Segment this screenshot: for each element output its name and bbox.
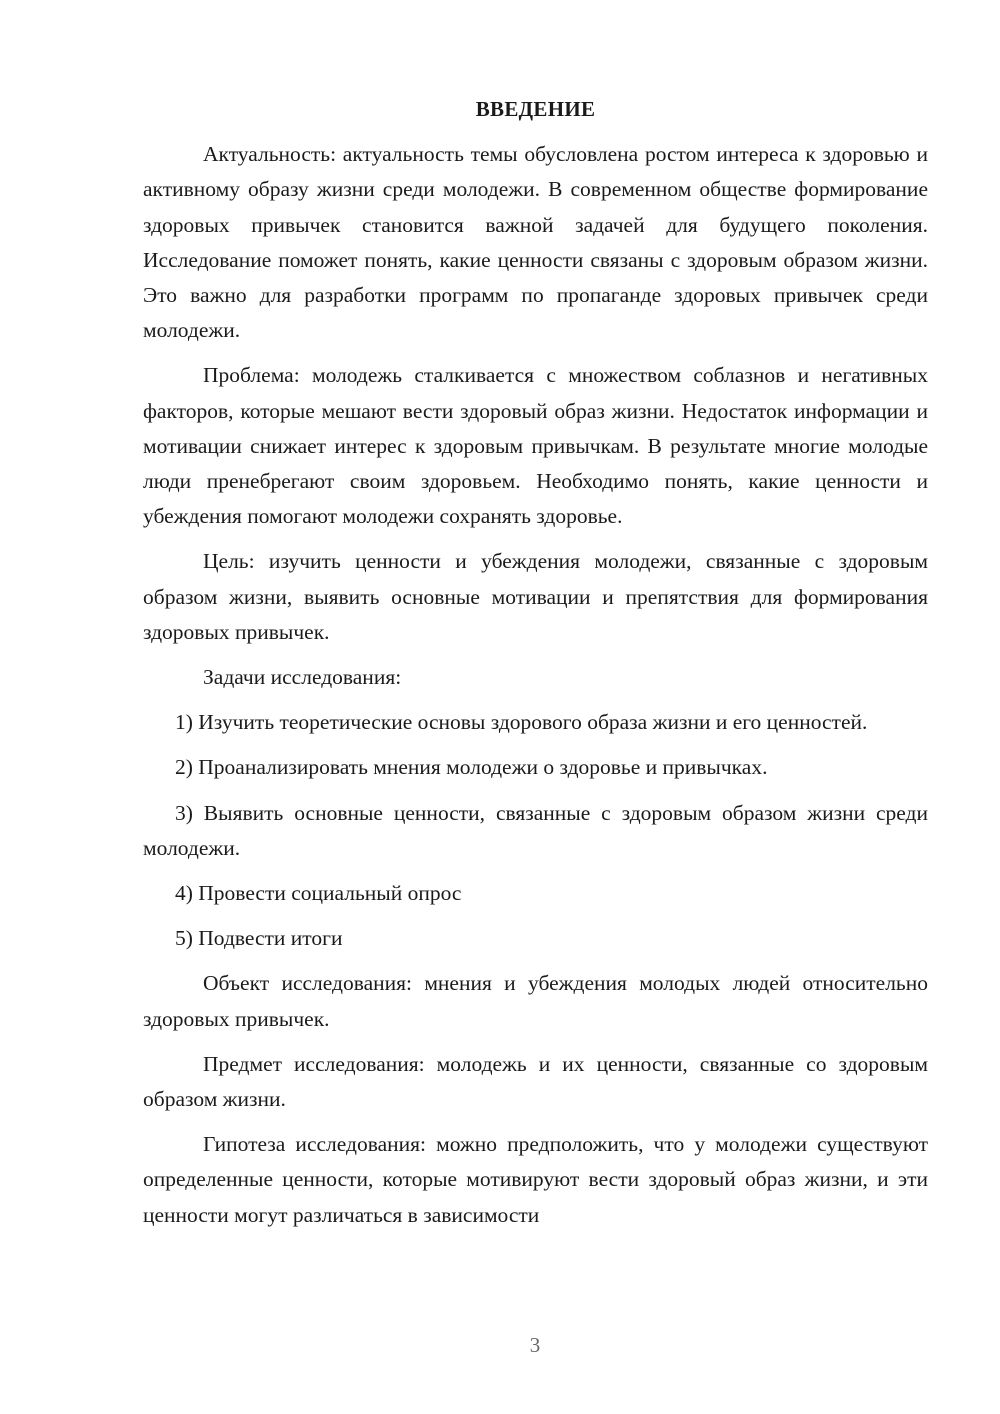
paragraph-subject: Предмет исследования: молодежь и их ценности, связанные со здоровым образом жизни.: [143, 1051, 928, 1112]
paragraph-problem: Проблема: молодежь сталкивается с множеством соблазнов и негативных факторов, которые мешают вести здоровый образ жизни. Недостаток информации и мотивации снижает интерес к здоровым привычкам. В результате многие молодые люди пренебрегают своим здоровьем. Необходимо понять, какие ценности и убеждения помогают молодежи сохранять здоровье.: [143, 363, 928, 529]
tasks-heading: Задачи исследования:: [203, 665, 402, 690]
task-item-5: 5) Подвести итоги: [175, 926, 343, 951]
task-item-3: 3) Выявить основные ценности, связанные с здоровым образом жизни среди молодежи.: [143, 800, 928, 860]
page-number: 3: [529, 1333, 541, 1357]
document-page: [143, 92, 928, 1243]
task-item-1: 1) Изучить теоретические основы здорового образа жизни и его ценностей.: [175, 710, 868, 735]
paragraph-object: Объект исследования: мнения и убеждения молодых людей относительно здоровых привычек.: [143, 971, 928, 1031]
task-item-4: 4) Провести социальный опрос: [175, 881, 462, 906]
paragraph-hypothesis: Гипотеза исследования: можно предположить, что у молодежи существуют определенные ценности, которые мотивируют вести здоровый образ жизни, и эти ценности могут различаться в зависимости: [143, 1132, 928, 1227]
paragraph-goal: Цель: изучить ценности и убеждения молодежи, связанные с здоровым образом жизни, выявить основные мотивации и препятствия для формирования здоровых привычек.: [143, 549, 928, 644]
section-title: ВВЕДЕНИЕ: [475, 97, 596, 121]
paragraph-relevance: Актуальность: актуальность темы обусловлена ростом интереса к здоровью и активному образу жизни среди молодежи. В современном обществе формирование здоровых привычек становится важной задачей для будущего поколения. Исследование поможет понять, какие ценности связаны с здоровым образом жизни. Это важно для разработки программ по пропаганде здоровых привычек среди молодежи.: [143, 142, 928, 343]
task-item-2: 2) Проанализировать мнения молодежи о здоровье и привычках.: [175, 755, 768, 780]
